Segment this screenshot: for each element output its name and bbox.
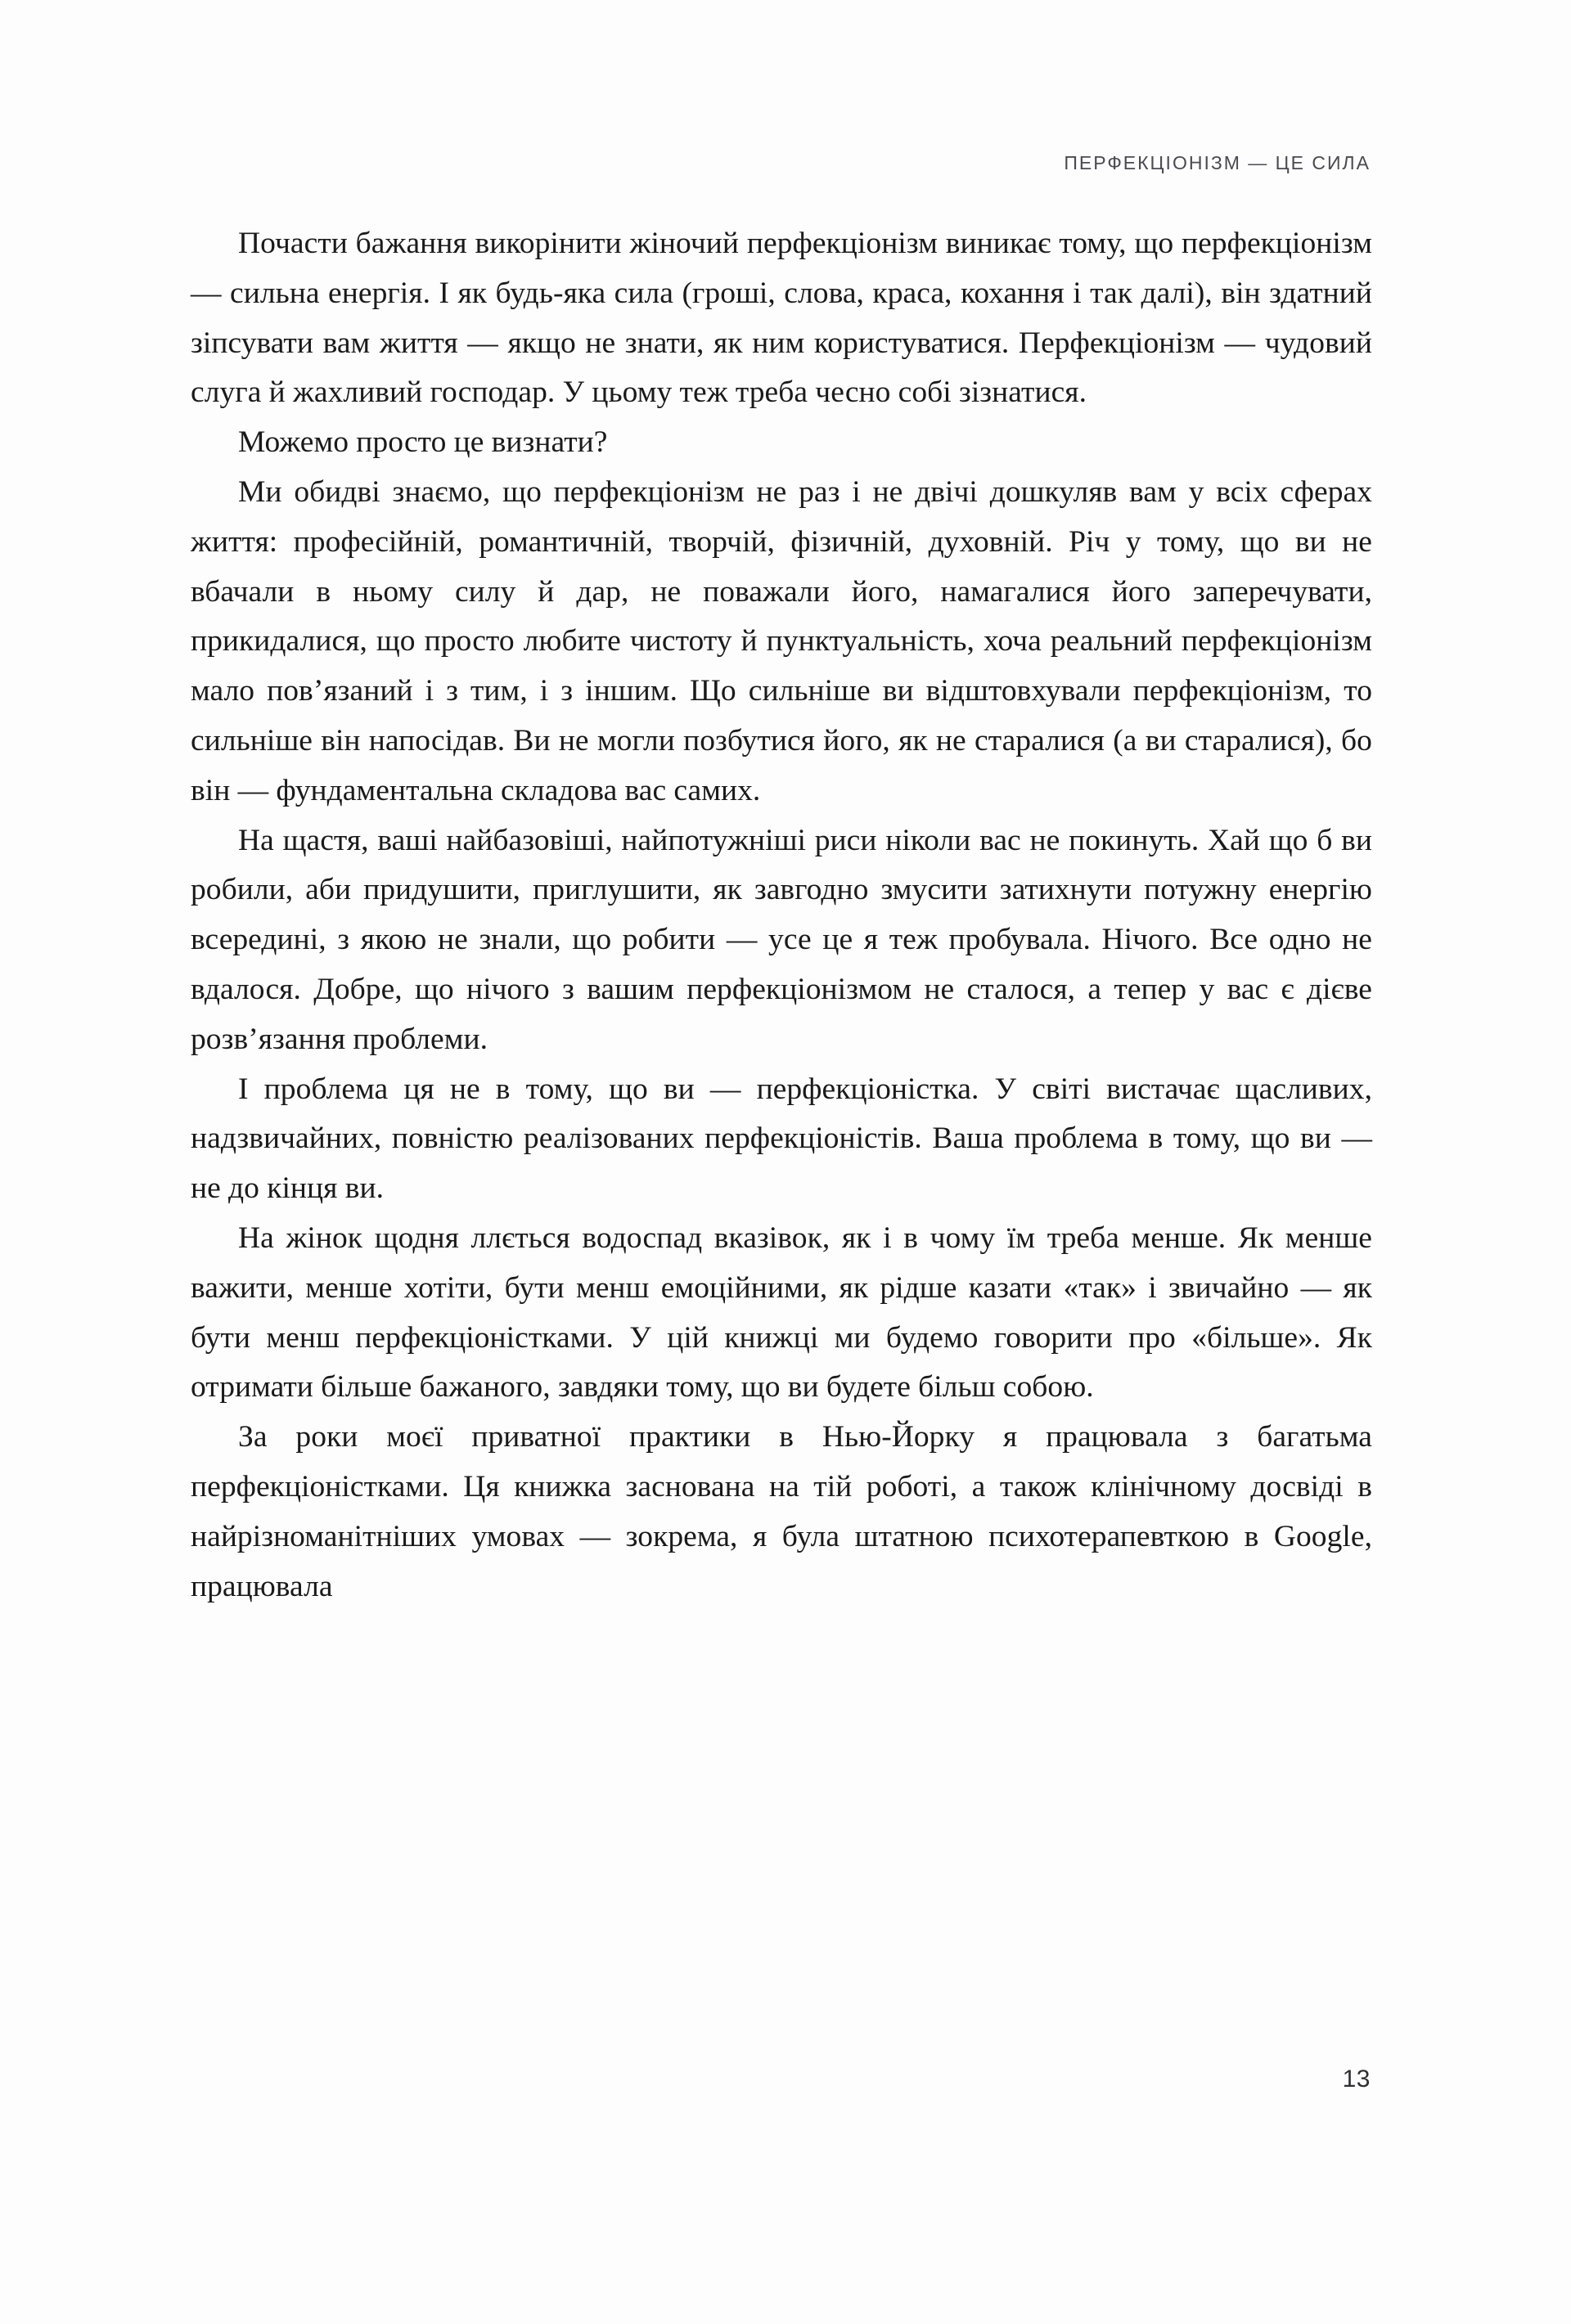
paragraph: Ми обидві знаємо, що перфекціонізм не раз і не двічі дошкуляв вам у всіх сферах життя: професійній, романтичній, творчій, фізичній, духовній. Річ у тому, що ви не вбачали в ньому силу й дар, не поважали його, намагалися його заперечувати, прикидалися, що просто любите чистоту й пунктуальність, хоча реальний перфекціонізм мало пов’язаний і з тим, і з іншим. Що сильніше ви відштовхували перфекціонізм, то сильніше він напосідав. Ви не могли позбутися його, як не старалися (а ви старалися), бо він — фундаментальна складова вас самих.: [191, 474, 1372, 807]
page-number: 13: [1342, 2066, 1371, 2092]
paragraph: Почасти бажання викорінити жіночий перфекціонізм виникає тому, що перфекціонізм — сильна енергія. І як будь-яка сила (гроші, слова, краса, кохання і так далі), він здатний зіпсувати вам життя — якщо не знати, як ним користуватися. Перфекціонізм — чудовий слуга й жахливий господар. У цьому теж треба чесно собі зізнатися.: [191, 227, 1372, 410]
paragraph: На жінок щодня ллється водоспад вказівок, як і в чому їм треба менше. Як менше важити, менше хотіти, бути менш емоційними, як рідше казати «так» і звичайно — як бути менш перфекціоністками. У цій книжці ми будемо говорити про «більше». Як отримати більше бажаного, завдяки тому, що ви будете більш собою.: [191, 1220, 1372, 1405]
paragraph: На щастя, ваші найбазовіші, найпотужніші риси ніколи вас не покинуть. Хай що б ви робили, аби придушити, приглушити, як завгодно змусити затихнути потужну енергію всередині, з якою не знали, що робити — усе це я теж пробувала. Нічого. Все одно не вдалося. Добре, що нічого з вашим перфекціонізмом не сталося, а тепер у вас є дієве розв’язання проблеми.: [191, 823, 1372, 1056]
paragraph: І проблема ця не в тому, що ви — перфекціоністка. У світі вистачає щасливих, надзвичайних, повністю реалізованих перфекціоністів. Ваша проблема в тому, що ви — не до кінця ви.: [191, 1072, 1372, 1206]
paragraph: За роки моєї приватної практики в Нью-Йорку я працювала з багатьма перфекціоністками. Ця книжка заснована на тій роботі, а також клінічному досвіді в найрізноманітніших умовах — зокрема, я була штатною психотерапевткою в Google, працювала: [191, 1420, 1372, 1603]
paragraph: Можемо просто це визнати?: [238, 425, 608, 460]
running-head: ПЕРФЕКЦІОНІЗМ — ЦЕ СИЛА: [1064, 152, 1371, 173]
body-text-column: [191, 219, 1372, 1612]
